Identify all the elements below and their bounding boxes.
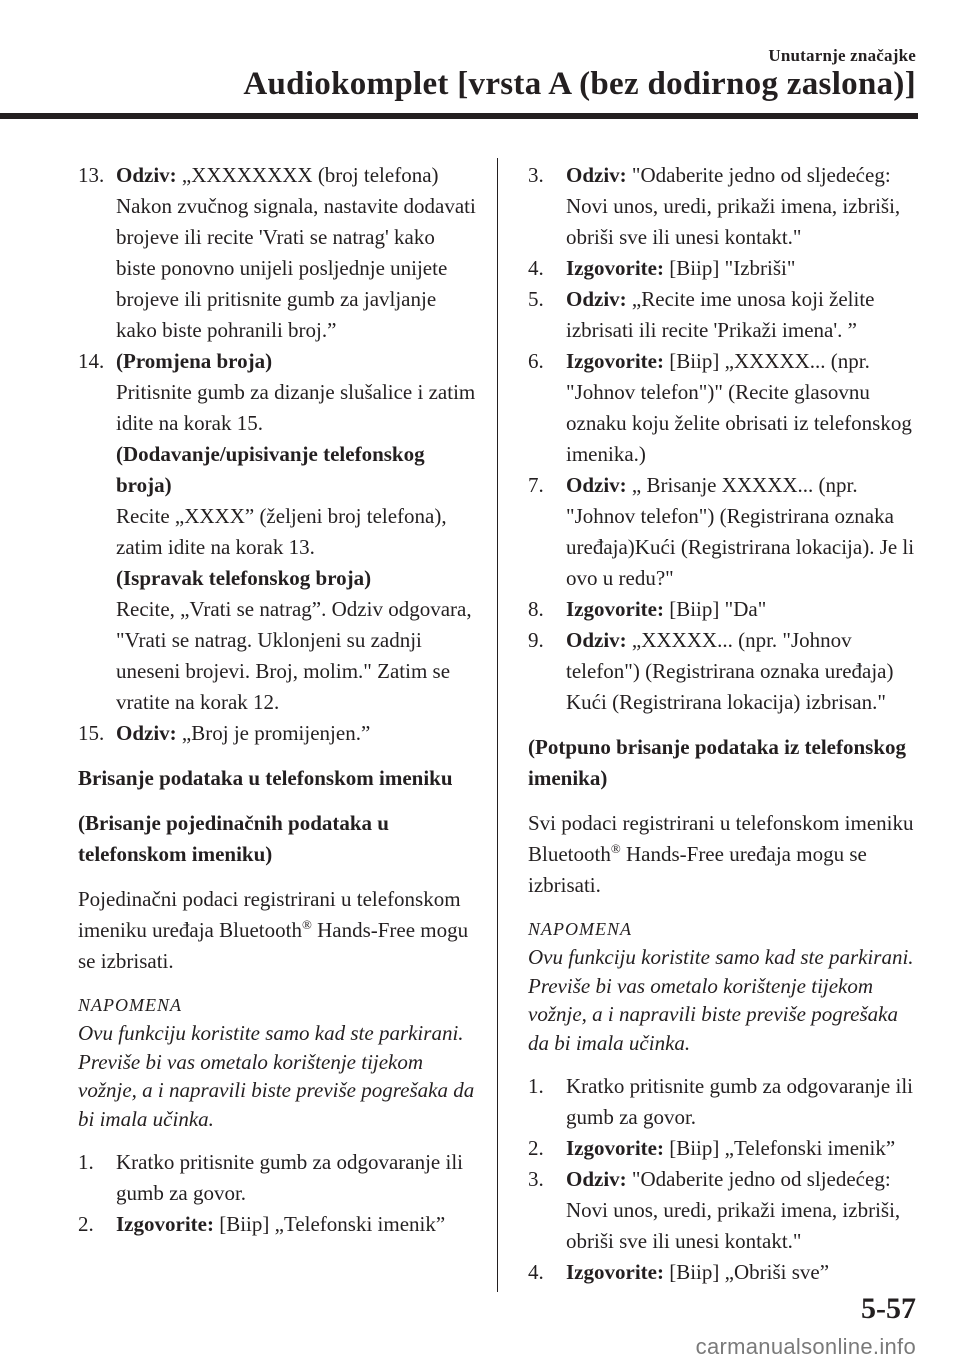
step-label: Odziv: bbox=[566, 163, 627, 187]
step-number: 6. bbox=[528, 349, 544, 373]
step-text: [Biip] "Da" bbox=[663, 597, 767, 621]
step-number: 3. bbox=[528, 1167, 544, 1191]
step-text: [Biip] „Telefonski imenik” bbox=[663, 1136, 896, 1160]
section-subheading: (Brisanje pojedinačnih podataka u telefonskom imeniku) bbox=[78, 811, 389, 866]
step-text: „ Brisanje XXXXX... (npr. "Johnov telefon") (Registrirana oznaka uređaja)Kući (Registrirana lokacija). Je li ovo u redu?" bbox=[566, 473, 915, 590]
step-label: Odziv: bbox=[566, 473, 627, 497]
step-label: Izgovorite: bbox=[566, 256, 664, 280]
step-number: 1. bbox=[78, 1150, 94, 1174]
step-number: 3. bbox=[528, 163, 544, 187]
note-text: Ovu funkciju koristite samo kad ste parkirani. Previše bi vas ometalo korištenje tijekom vožnje, a i napravili biste previše pogrešaka da bi imala učinka. bbox=[78, 1021, 475, 1131]
step-text: Kratko pritisnite gumb za odgovaranje ili gumb za govor. bbox=[116, 1150, 463, 1205]
registered-mark: ® bbox=[610, 841, 621, 856]
step-text: Kratko pritisnite gumb za odgovaranje ili gumb za govor. bbox=[566, 1074, 913, 1129]
step-number: 13. bbox=[78, 163, 105, 187]
step-label: Izgovorite: bbox=[566, 597, 664, 621]
step-text: „Broj je promijenjen.” bbox=[181, 721, 371, 745]
step-number: 2. bbox=[78, 1212, 94, 1236]
watermark: carmanualsonline.info bbox=[695, 1334, 916, 1359]
section-heading: Brisanje podataka u telefonskom imeniku bbox=[78, 766, 453, 790]
step-3 bbox=[528, 1164, 920, 1257]
step-number: 9. bbox=[528, 628, 544, 652]
step-text: [Biip] „XXXXX... (npr. "Johnov telefon")" (Recite glasovnu oznaku koju želite obrisati iz telefonskog imenika.) bbox=[566, 349, 912, 466]
step-text: Recite, „Vrati se natrag”. Odziv odgovara, "Vrati se natrag. Uklonjeni su zadnji uneseni brojevi. Broj, molim." Zatim se vratite na korak 12. bbox=[116, 597, 472, 714]
step-5 bbox=[528, 284, 920, 346]
step-text: [Biip] „Obriši sve” bbox=[663, 1260, 830, 1284]
sub-heading: (Dodavanje/upisivanje telefonskog broja) bbox=[116, 442, 425, 497]
page-number: 5-57 bbox=[861, 1292, 916, 1325]
step-text: „XXXXXXXX (broj telefona) Nakon zvučnog signala, nastavite dodavati brojeve ili recite 'Vrati se natrag' kako biste ponovno unijeli posljednje unijete brojeve ili pritisnite gumb za javljanje kako biste pohranili broj.” bbox=[116, 163, 476, 342]
step-label: Odziv: bbox=[566, 287, 627, 311]
paragraph-text: Svi podaci registrirani u telefonskom imeniku Bluetooth bbox=[528, 811, 914, 866]
step-label: Izgovorite: bbox=[116, 1212, 214, 1236]
page-title: Audiokomplet [vrsta A (bez dodirnog zaslona)] bbox=[243, 66, 916, 102]
step-label: Odziv: bbox=[116, 163, 177, 187]
sub-heading: (Ispravak telefonskog broja) bbox=[116, 566, 372, 590]
registered-mark: ® bbox=[301, 917, 312, 932]
step-13 bbox=[78, 160, 478, 346]
step-text: „XXXXX... (npr. "Johnov telefon") (Registrirana oznaka uređaja) Kući (Registrirana lokacija) izbrisan." bbox=[566, 628, 894, 714]
step-label: Izgovorite: bbox=[566, 1136, 664, 1160]
step-8 bbox=[528, 594, 920, 625]
step-number: 7. bbox=[528, 473, 544, 497]
step-4 bbox=[528, 1257, 920, 1288]
paragraph bbox=[78, 884, 478, 977]
note-text: Ovu funkciju koristite samo kad ste parkirani. Previše bi vas ometalo korištenje tijekom vožnje, a i napravili biste previše pogrešaka da bi imala učinka. bbox=[528, 945, 914, 1055]
step-number: 5. bbox=[528, 287, 544, 311]
note-title: NAPOMENA bbox=[78, 995, 182, 1015]
step-text: [Biip] "Izbriši" bbox=[663, 256, 796, 280]
step-14 bbox=[78, 346, 478, 718]
step-label: Odziv: bbox=[566, 628, 627, 652]
step-text: "Odaberite jedno od sljedećeg: Novi unos, uredi, prikaži imena, izbriši, obriši sve ili unesi kontakt." bbox=[566, 1167, 901, 1253]
paragraph-text: Hands-Free mogu se izbrisati. bbox=[78, 918, 469, 973]
step-9 bbox=[528, 625, 920, 718]
step-2 bbox=[78, 1209, 478, 1240]
step-1 bbox=[528, 1071, 920, 1133]
step-text: „Recite ime unosa koji želite izbrisati ili recite 'Prikaži imena'. ” bbox=[566, 287, 875, 342]
step-label: Izgovorite: bbox=[566, 349, 664, 373]
section-subheading: (Potpuno brisanje podataka iz telefonskog imenika) bbox=[528, 735, 907, 790]
step-15 bbox=[78, 718, 478, 749]
left-column bbox=[78, 160, 478, 1240]
right-column bbox=[528, 160, 920, 1288]
step-text: [Biip] „Telefonski imenik” bbox=[213, 1212, 446, 1236]
step-text: "Odaberite jedno od sljedećeg: Novi unos, uredi, prikaži imena, izbriši, obriši sve ili unesi kontakt." bbox=[566, 163, 901, 249]
step-number: 14. bbox=[78, 349, 105, 373]
step-6 bbox=[528, 346, 920, 470]
sub-heading: (Promjena broja) bbox=[116, 349, 273, 373]
step-text: Pritisnite gumb za dizanje slušalice i zatim idite na korak 15. bbox=[116, 380, 476, 435]
step-4 bbox=[528, 253, 920, 284]
step-number: 1. bbox=[528, 1074, 544, 1098]
step-text: Recite „XXXX” (željeni broj telefona), zatim idite na korak 13. bbox=[116, 504, 447, 559]
step-label: Odziv: bbox=[116, 721, 177, 745]
paragraph-text: Hands-Free uređaja mogu se izbrisati. bbox=[528, 842, 867, 897]
column-divider bbox=[497, 158, 498, 1292]
step-3 bbox=[528, 160, 920, 253]
step-number: 2. bbox=[528, 1136, 544, 1160]
step-2 bbox=[528, 1133, 920, 1164]
step-number: 8. bbox=[528, 597, 544, 621]
header-rule bbox=[0, 113, 918, 119]
step-number: 15. bbox=[78, 721, 105, 745]
step-label: Odziv: bbox=[566, 1167, 627, 1191]
step-number: 4. bbox=[528, 256, 544, 280]
step-number: 4. bbox=[528, 1260, 544, 1284]
step-1 bbox=[78, 1147, 478, 1209]
note-title: NAPOMENA bbox=[528, 919, 632, 939]
paragraph bbox=[528, 808, 920, 901]
section-label: Unutarnje značajke bbox=[768, 46, 916, 65]
paragraph-text: Pojedinačni podaci registrirani u telefonskom imeniku uređaja Bluetooth bbox=[78, 887, 461, 942]
step-7 bbox=[528, 470, 920, 594]
step-label: Izgovorite: bbox=[566, 1260, 664, 1284]
